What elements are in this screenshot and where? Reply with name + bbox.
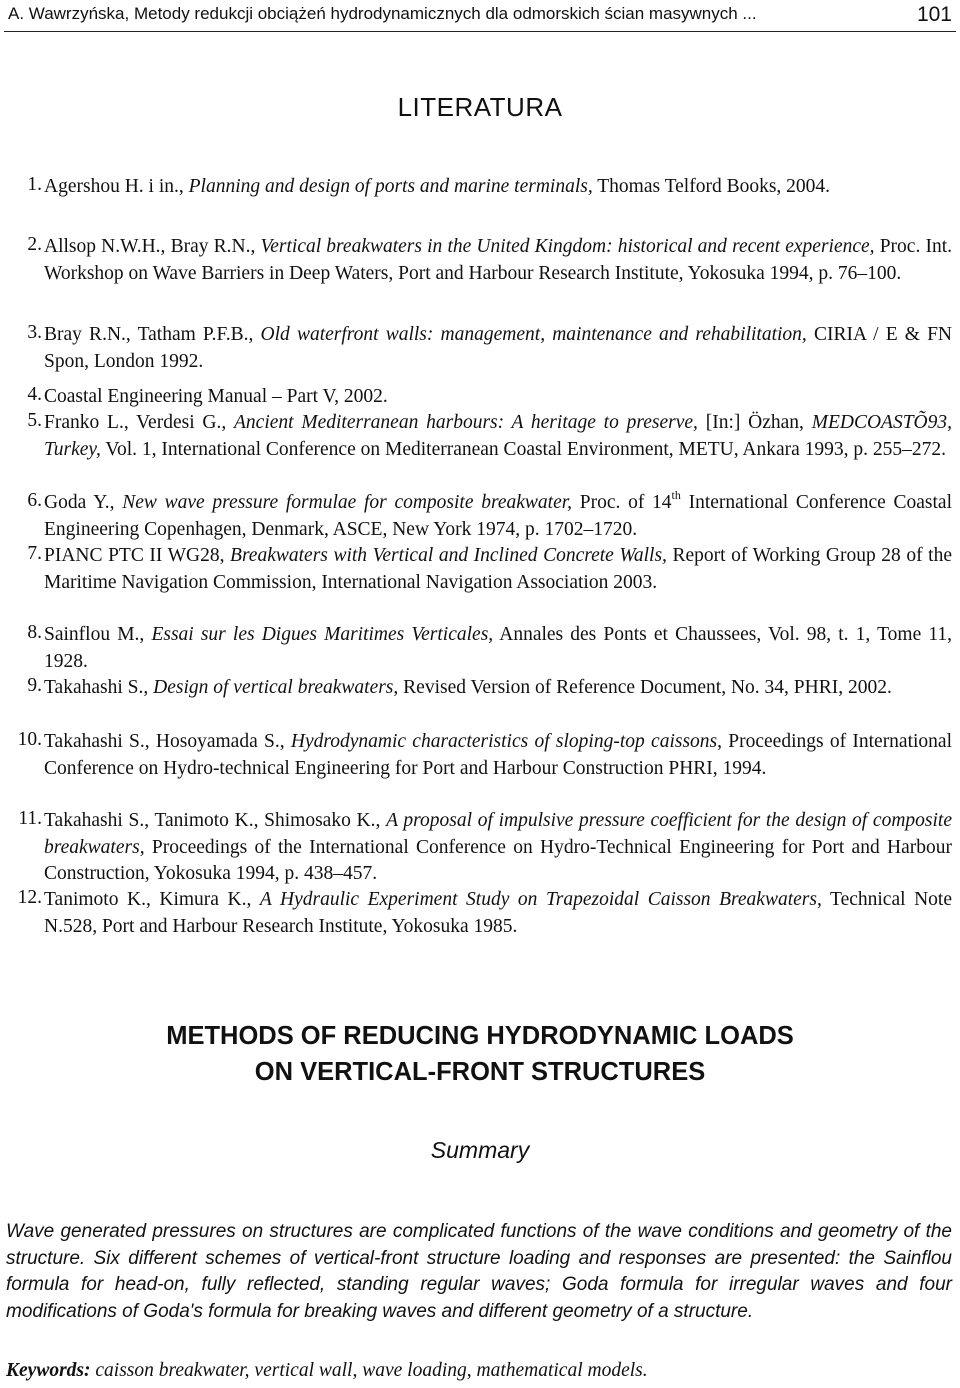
reference-text [44,234,952,287]
reference-segment: , Proceedings of the International Conference on Hydro-Technical Engineering for Port and Harbour Construction, Yokosuka 1994, p. 438–457. [44,836,952,884]
reference-segment: Vol. 1, International Conference on Mediterranean Coastal Environment, METU, Ankara 1993, p. 255–272. [100,438,947,460]
reference-number: 4. [27,384,42,405]
abstract-text: Wave generated pressures on structures are complicated functions of the wave conditions and geometry of the structure. Six different schemes of vertical-front structure loading and responses are presented: the Sainflou formula for head-on, fully reflected, standing regular waves; Goda formula for irregular waves and four modifications of Goda's formula for breaking waves and different geometry of a structure. [6,1221,952,1322]
reference-segment: , Technical Note N.528, Port and Harbour Research Institute, Yokosuka 1985. [44,889,952,937]
reference-text [44,543,952,596]
keywords-label: Keywords: [6,1360,91,1381]
reference-title: New wave pressure formulae for composite breakwater, [122,492,573,513]
reference-text [44,675,952,702]
reference-segment: Agershou H. i in., [44,176,189,197]
reference-segment: Takahashi S., Hosoyamada S., [44,731,291,752]
reference-segment: Annales des Ponts et Chaussees, Vol. 98, t. 1, Tome 11, 1928. [44,624,953,672]
reference-text [44,729,952,782]
reference-number: 11. [18,808,42,829]
header-rule [4,31,956,32]
reference-segment: CIRIA / E & FN Spon, London 1992. [44,324,953,372]
reference-title: Vertical breakwaters in the United Kingdom: historical and recent experience, [260,236,875,257]
reference-title: Ancient Mediterranean harbours: A heritage to preserve, [234,412,698,433]
reference-segment: Coastal Engineering Manual – Part V, 2002. [44,386,388,407]
reference-text [44,490,952,543]
reference-segment: [In:] Özhan, [697,412,812,433]
literature-heading: LITERATURA [397,92,563,122]
reference-title: Old waterfront walls: management, maintenance and rehabilitation, [260,324,807,345]
reference-text [44,174,952,201]
reference-title: Breakwaters with Vertical and Inclined Concrete Walls, [230,545,667,566]
reference-number: 12. [17,887,42,908]
reference-segment: Takahashi S., [44,677,154,698]
superscript: th [671,488,681,502]
english-title-line-2: ON VERTICAL-FRONT STRUCTURES [254,1058,706,1086]
reference-text [44,410,952,463]
reference-number: 10. [17,729,42,750]
reference-title: Essai sur les Digues Maritimes Verticales, [151,624,494,645]
reference-title: MEDCOASTÕ93, Turkey, [44,412,952,460]
reference-text [44,887,952,940]
reference-segment: Franko L., Verdesi G., [44,412,235,433]
running-title: A. Wawrzyńska, Metody redukcji obciążeń hydrodynamicznych dla odmorskich ścian masywnych ... [8,4,757,23]
reference-number: 7. [27,543,42,564]
english-title [0,1018,960,1090]
reference-segment: International Conference Coastal Engineering Copenhagen, Denmark, ASCE, New York 1974, p. 1702–1720. [44,492,952,540]
reference-text [44,384,952,411]
reference-title: Planning and design of ports and marine terminals, [188,176,593,197]
reference-segment: Thomas Telford Books, 2004. [592,176,831,197]
reference-text [44,808,952,888]
reference-number: 5. [27,410,42,431]
reference-title: A Hydraulic Experiment Study on Trapezoidal Caisson Breakwaters [259,889,817,910]
reference-title: Hydrodynamic characteristics of sloping-top caissons [290,731,718,752]
running-header [8,4,954,24]
reference-number: 2. [27,234,42,255]
reference-number: 9. [27,675,42,696]
page-number: 101 [916,3,952,26]
keywords-line [6,1360,952,1382]
reference-segment: Proc. Int. Workshop on Wave Barriers in Deep Waters, Port and Harbour Research Institute, Yokosuka 1994, p. 76–100. [44,236,952,284]
reference-segment: Bray R.N., Tatham P.F.B., [44,324,261,345]
reference-segment: Takahashi S., Tanimoto K., Shimosako K., [44,810,387,831]
reference-text [44,622,952,675]
reference-title: A proposal of impulsive pressure coefficient for the design of composite breakwaters [44,810,953,858]
reference-number: 8. [27,622,42,643]
reference-number: 3. [27,322,42,343]
reference-number: 6. [27,490,42,511]
reference-segment: Tanimoto K., Kimura K., [44,889,260,910]
keywords-text: caisson breakwater, vertical wall, wave loading, mathematical models. [90,1360,648,1381]
reference-segment: PIANC PTC II WG28, [44,545,231,566]
reference-number: 1. [27,174,42,195]
reference-segment: , Proceedings of International Conference on Hydro-technical Engineering for Port and Harbour Construction PHRI, 1994. [44,731,952,779]
reference-segment: Report of Working Group 28 of the Maritime Navigation Commission, International Navigation Association 2003. [44,545,952,593]
reference-segment: Sainflou M., [44,624,152,645]
reference-segment: Goda Y., [44,492,123,513]
reference-title: Design of vertical breakwaters [153,677,394,698]
reference-segment: Proc. of 14 [572,492,672,513]
reference-text [44,322,952,375]
english-title-line-1: METHODS OF REDUCING HYDRODYNAMIC LOADS [166,1022,794,1050]
reference-segment: , Revised Version of Reference Document, No. 34, PHRI, 2002. [393,677,892,698]
summary-heading: Summary [430,1137,530,1163]
reference-segment: Allsop N.W.H., Bray R.N., [44,236,261,257]
